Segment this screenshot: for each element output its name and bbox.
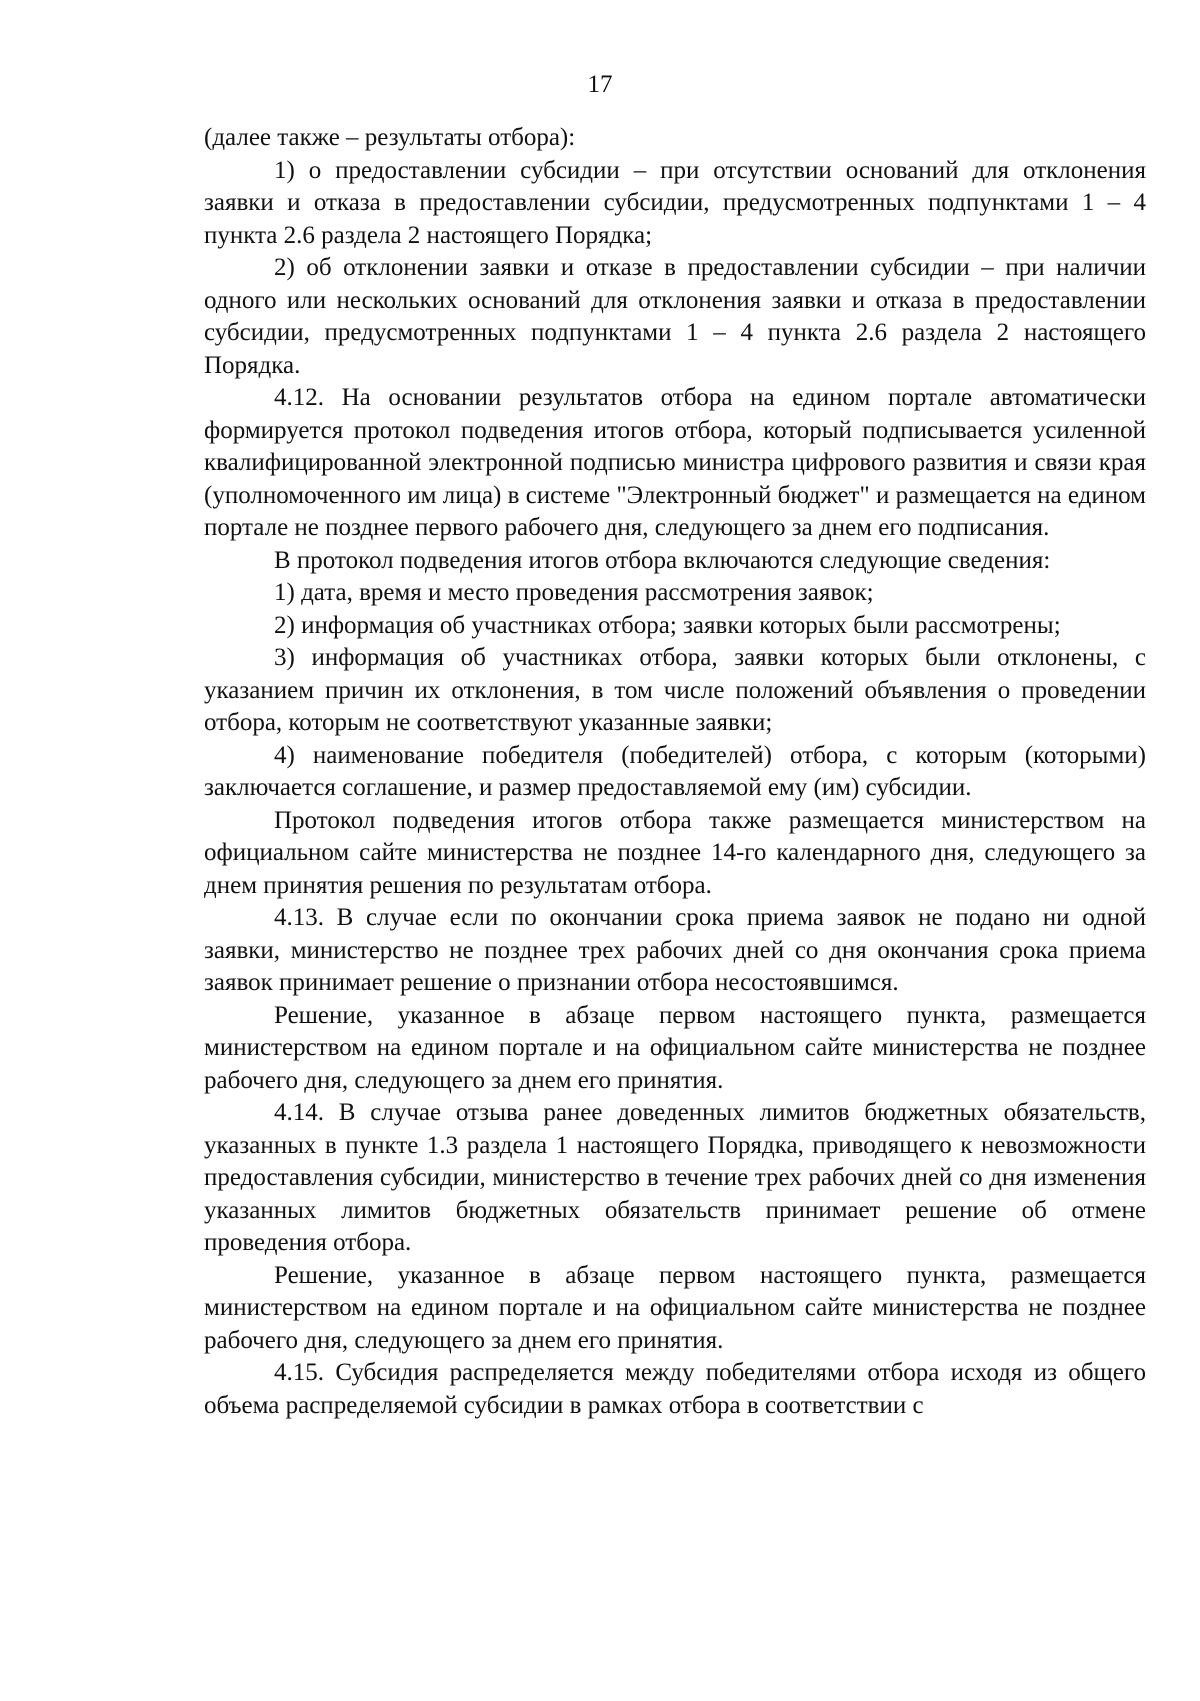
paragraph-decision-publication-2: Решение, указанное в абзаце первом настоящего пункта, размещается министерством на едином портале и на официальном сайте министерства не позднее рабочего дня, следующего за днем его принятия.	[204, 1261, 1146, 1354]
paragraph-clause-4-14: 4.14. В случае отзыва ранее доведенных лимитов бюджетных обязательств, указанных в пункте 1.3 раздела 1 настоящего Порядка, приводящего к невозможности предоставления субсидии, министерство в течение трех рабочих дней со дня изменения указанных лимитов бюджетных обязательств принимает решение об отмене проведения отбора.	[204, 1099, 1146, 1256]
paragraph-protocol-publication: Протокол подведения итогов отбора также размещается министерством на официальном сайте министерства не позднее 14-го календарного дня, следующего за днем принятия решения по результатам отбора.	[204, 806, 1146, 899]
paragraph-protocol-item-4: 4) наименование победителя (победителей) отбора, с которым (которыми) заключается соглашение, и размер предоставляемой ему (им) субсидии.	[204, 741, 1146, 801]
paragraph-subitem-1: 1) о предоставлении субсидии – при отсутствии оснований для отклонения заявки и отказа в предоставлении субсидии, предусмотренных подпунктами 1 – 4 пункта 2.6 раздела 2 настоящего Порядка;	[204, 156, 1146, 249]
paragraph-clause-4-15: 4.15. Субсидия распределяется между победителями отбора исходя из общего объема распределяемой субсидии в рамках отбора в соответствии с	[204, 1359, 1146, 1419]
paragraph-decision-publication-1: Решение, указанное в абзаце первом настоящего пункта, размещается министерством на едином портале и на официальном сайте министерства не позднее рабочего дня, следующего за днем его принятия.	[204, 1001, 1146, 1094]
document-body	[204, 122, 1146, 1422]
paragraph-clause-4-12: 4.12. На основании результатов отбора на едином портале автоматически формируется протокол подведения итогов отбора, который подписывается усиленной квалифицированной электронной подписью министра цифрового развития и связи края (уполномоченного им лица) в системе "Электронный бюджет" и размещается на едином портале не позднее первого рабочего дня, следующего за днем его подписания.	[204, 384, 1146, 541]
paragraph-clause-4-13: 4.13. В случае если по окончании срока приема заявок не подано ни одной заявки, министерство не позднее трех рабочих дней со дня окончания срока приема заявок принимает решение о признании отбора несостоявшимся.	[204, 904, 1146, 996]
page-number: 17	[587, 71, 613, 98]
paragraph-protocol-contents: В протокол подведения итогов отбора включаются следующие сведения:	[274, 546, 1051, 574]
paragraph-subitem-2: 2) об отклонении заявки и отказе в предоставлении субсидии – при наличии одного или нескольких оснований для отклонения заявки и отказа в предоставлении субсидии, предусмотренных подпунктами 1 – 4 пункта 2.6 раздела 2 настоящего Порядка.	[204, 254, 1146, 379]
paragraph-protocol-item-1: 1) дата, время и место проведения рассмотрения заявок;	[274, 579, 874, 606]
paragraph-continuation: (далее также – результаты отбора):	[204, 124, 576, 151]
paragraph-protocol-item-2: 2) информация об участниках отбора; заявки которых были рассмотрены;	[274, 611, 1061, 639]
paragraph-protocol-item-3: 3) информация об участниках отбора, заявки которых были отклонены, с указанием причин их отклонения, в том числе положений объявления о проведении отбора, которым не соответствуют указанные заявки;	[204, 644, 1146, 736]
